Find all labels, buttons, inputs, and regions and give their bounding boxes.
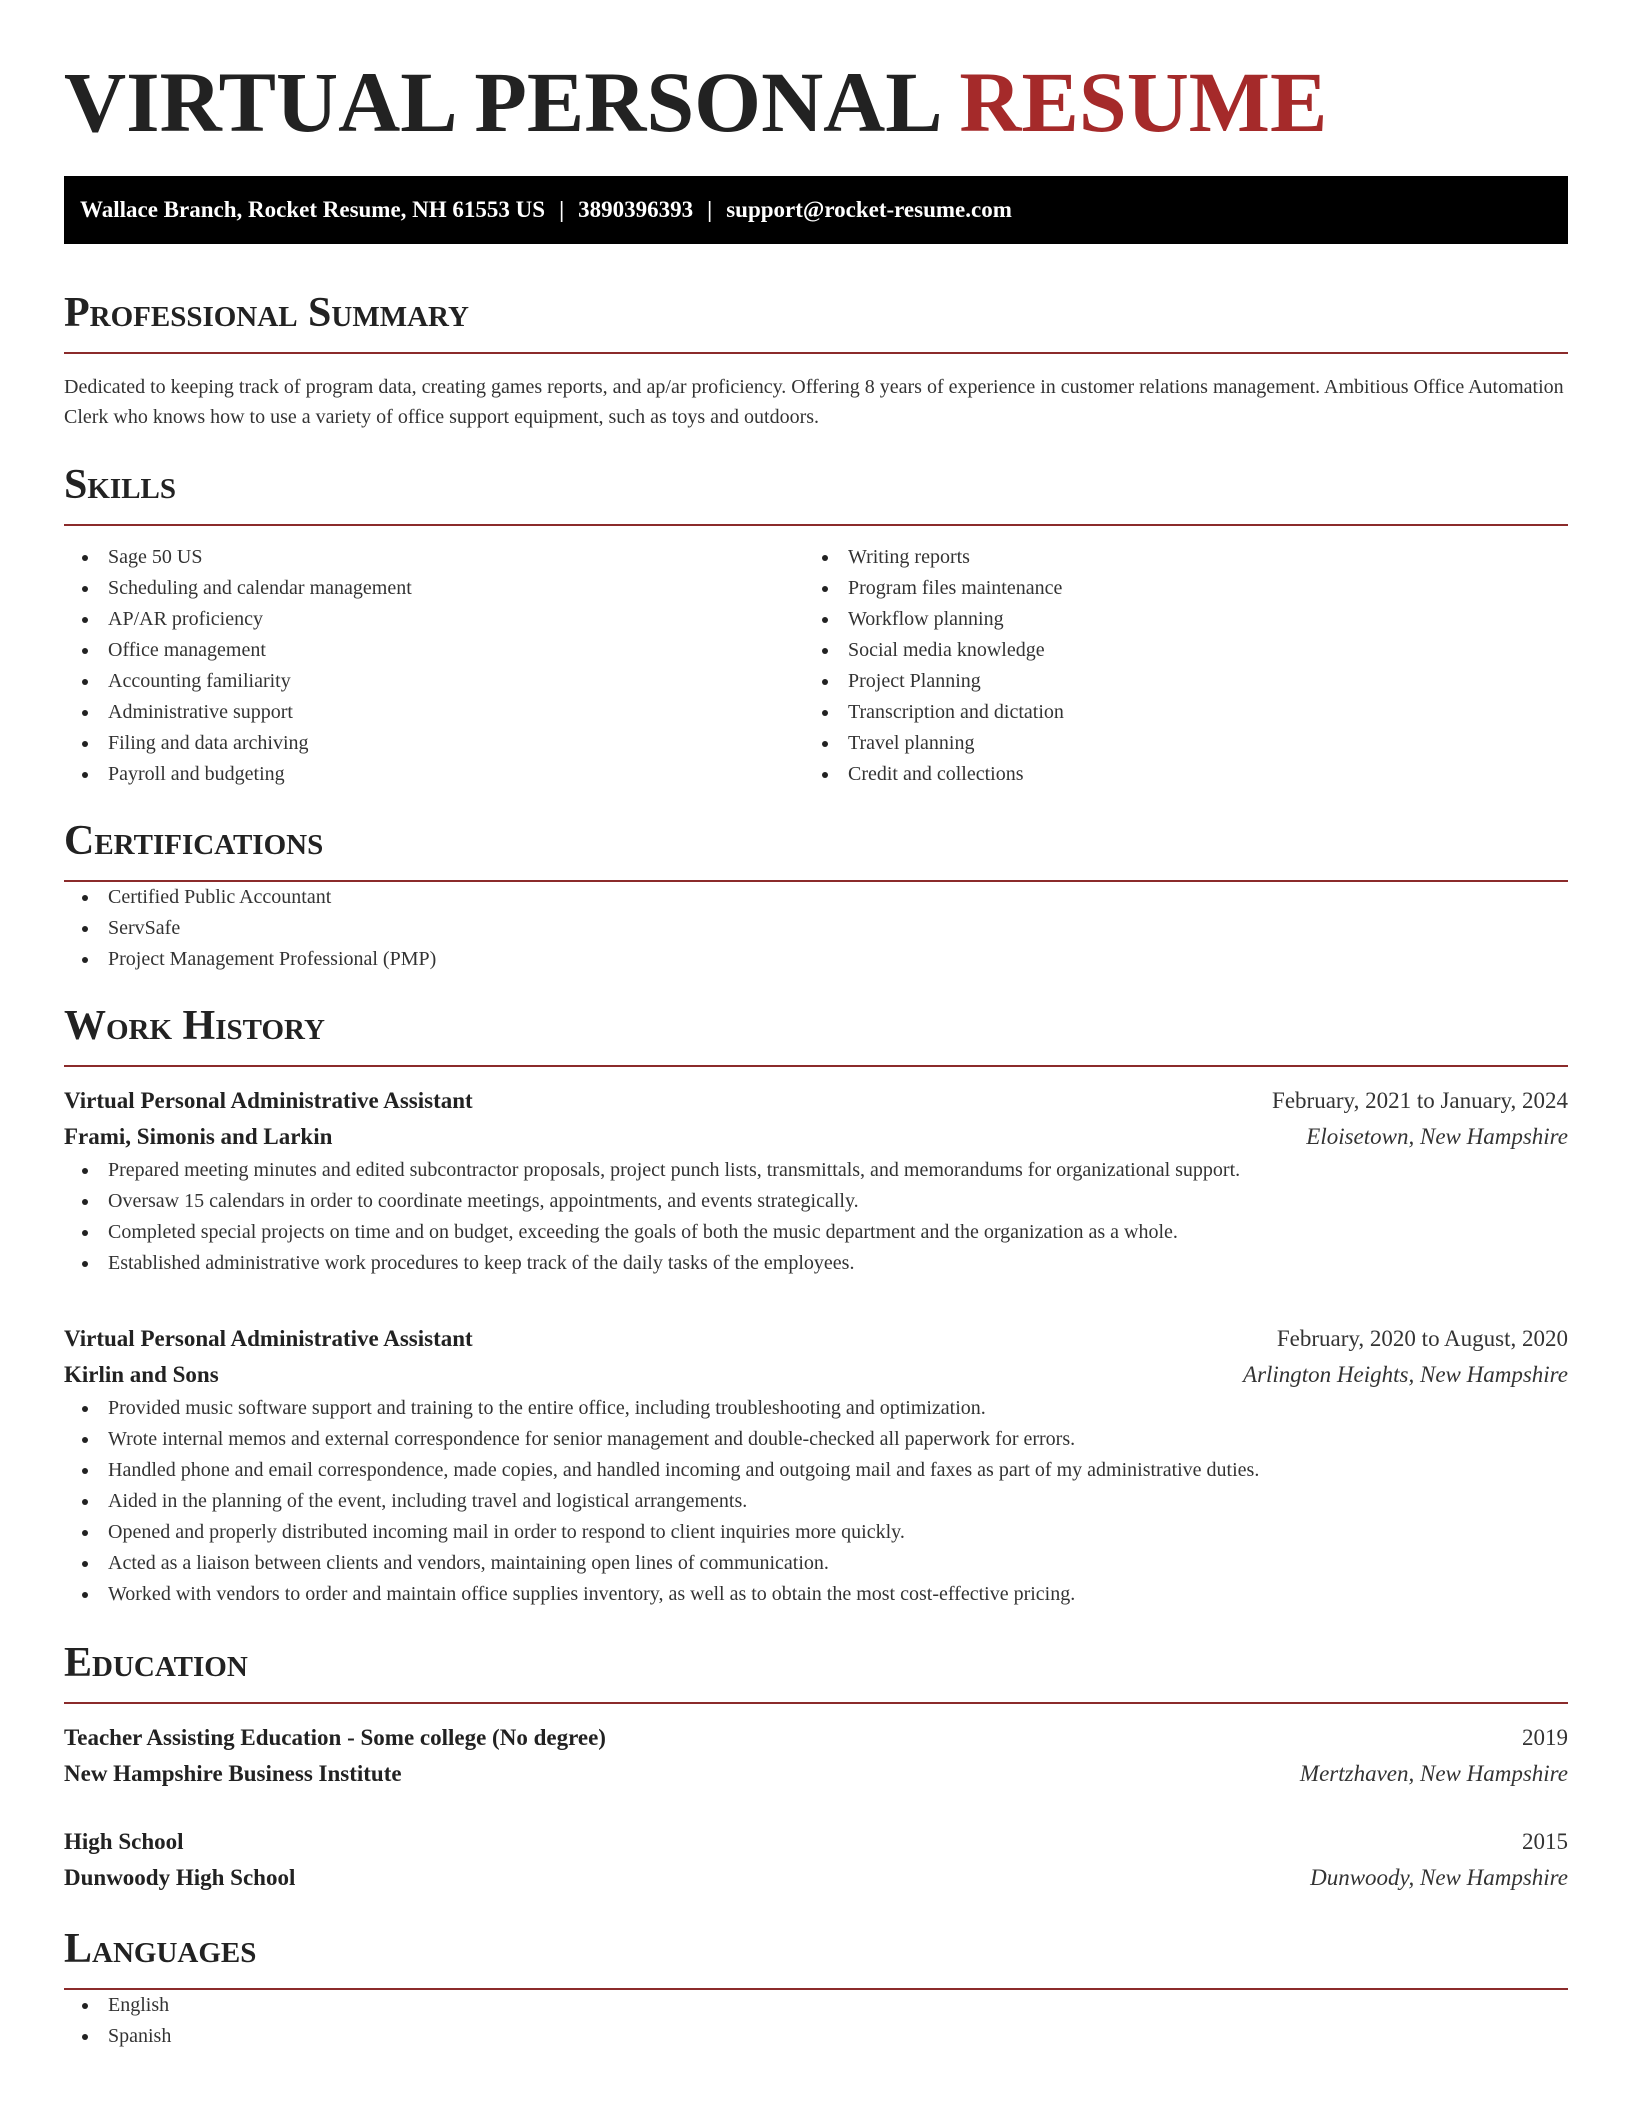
education-school: New Hampshire Business Institute [64,1761,402,1786]
education-degree: High School [64,1829,184,1854]
job-duty: Oversaw 15 calendars in order to coordinate meetings, appointments, and events strategically. [64,1186,1568,1217]
skills-grid [64,542,1568,790]
job-title: Virtual Personal Administrative Assistant [64,1326,473,1351]
job-duty: Worked with vendors to order and maintain office supplies inventory, as well as to obtain the most cost-effective pricing. [64,1579,1568,1610]
job-duties-list [64,1155,1568,1279]
contact-separator: | [707,197,713,222]
job-duty: Provided music software support and training to the entire office, including troubleshooting and optimization. [64,1393,1568,1424]
education-degree-row [64,1824,1568,1860]
contact-phone[interactable]: 3890396393 [578,197,694,222]
job-duty: Handled phone and email correspondence, made copies, and handled incoming and outgoing mail and faxes as part of my administrative duties. [64,1455,1568,1486]
summary-section [64,288,1568,432]
education-degree: Teacher Assisting Education - Some college (No degree) [64,1725,606,1750]
languages-section [64,1924,1568,2052]
education-entry [64,1824,1568,1896]
education-school-row [64,1756,1568,1792]
skill-item: Transcription and dictation [804,697,1544,728]
section-heading-languages: Languages [64,1926,257,1972]
skill-item: Accounting familiarity [64,666,804,697]
skills-list-right [804,542,1544,790]
education-degree-row [64,1720,1568,1756]
skill-item: Payroll and budgeting [64,759,804,790]
section-divider [64,1702,1568,1704]
skill-item: Scheduling and calendar management [64,573,804,604]
skill-item: Administrative support [64,697,804,728]
summary-text: Dedicated to keeping track of program data, creating games reports, and ap/ar proficiency. Offering 8 years of experience in customer relations management. Ambitious Office Automation Clerk who knows how to use a variety of office support equipment, such as toys and outdoors. [64,376,1564,428]
job-entry [64,1083,1568,1279]
work-history-section [64,1001,1568,1610]
job-duties-list [64,1393,1568,1610]
skills-list-left [64,542,804,790]
section-divider [64,1065,1568,1067]
job-location: Eloisetown, New Hampshire [1306,1124,1568,1149]
title-main: VIRTUAL PERSONAL [64,54,938,150]
job-dates: February, 2020 to August, 2020 [1276,1326,1568,1351]
section-heading-certifications: Certifications [64,818,324,864]
education-location: Mertzhaven, New Hampshire [1299,1761,1568,1786]
contact-separator: | [559,197,565,222]
skills-section [64,460,1568,790]
job-title-row [64,1321,1568,1357]
certification-item: ServSafe [64,913,1568,944]
certifications-list [64,882,1568,975]
title-accent: RESUME [959,54,1328,150]
skill-item: Sage 50 US [64,542,804,573]
job-company-row [64,1119,1568,1155]
section-heading-skills: Skills [64,462,177,508]
job-duty: Prepared meeting minutes and edited subcontractor proposals, project punch lists, transmittals, and memorandums for organizational support. [64,1155,1568,1186]
skill-item: Program files maintenance [804,573,1544,604]
skill-item: AP/AR proficiency [64,604,804,635]
resume-page [64,0,1568,2052]
skill-item: Project Planning [804,666,1544,697]
skill-item: Writing reports [804,542,1544,573]
certification-item: Certified Public Accountant [64,882,1568,913]
job-dates: February, 2021 to January, 2024 [1272,1088,1568,1113]
education-year: 2019 [1522,1725,1568,1750]
job-title: Virtual Personal Administrative Assistant [64,1088,473,1113]
job-duty: Wrote internal memos and external correspondence for senior management and double-checked all paperwork for errors. [64,1424,1568,1455]
skill-item: Office management [64,635,804,666]
education-school-row [64,1860,1568,1896]
section-heading-summary: Professional Summary [64,290,469,336]
contact-address: Wallace Branch, Rocket Resume, NH 61553 US [80,197,546,222]
education-school: Dunwoody High School [64,1865,296,1890]
job-duty: Opened and properly distributed incoming mail in order to respond to client inquiries more quickly. [64,1517,1568,1548]
education-entry [64,1720,1568,1792]
contact-bar [64,176,1568,244]
certification-item: Project Management Professional (PMP) [64,944,1568,975]
job-duty: Completed special projects on time and on budget, exceeding the goals of both the music department and the organization as a whole. [64,1217,1568,1248]
education-year: 2015 [1522,1829,1568,1854]
skill-item: Social media knowledge [804,635,1544,666]
job-location: Arlington Heights, New Hampshire [1243,1362,1568,1387]
skill-item: Filing and data archiving [64,728,804,759]
job-company-row [64,1357,1568,1393]
section-divider [64,352,1568,354]
languages-list [64,1990,1568,2052]
certifications-section [64,816,1568,975]
language-item: English [64,1990,1568,2021]
education-location: Dunwoody, New Hampshire [1310,1865,1568,1890]
resume-title [64,0,1568,152]
section-divider [64,524,1568,526]
skill-item: Travel planning [804,728,1544,759]
section-heading-education: Education [64,1640,248,1686]
job-duty: Established administrative work procedures to keep track of the daily tasks of the employees. [64,1248,1568,1279]
education-section [64,1638,1568,1896]
contact-email[interactable]: support@rocket-resume.com [726,197,1012,222]
language-item: Spanish [64,2021,1568,2052]
skill-item: Workflow planning [804,604,1544,635]
section-heading-work: Work History [64,1003,325,1049]
job-company: Frami, Simonis and Larkin [64,1124,333,1149]
job-company: Kirlin and Sons [64,1362,219,1387]
job-entry [64,1321,1568,1610]
skill-item: Credit and collections [804,759,1544,790]
job-title-row [64,1083,1568,1119]
job-duty: Acted as a liaison between clients and vendors, maintaining open lines of communication. [64,1548,1568,1579]
job-duty: Aided in the planning of the event, including travel and logistical arrangements. [64,1486,1568,1517]
